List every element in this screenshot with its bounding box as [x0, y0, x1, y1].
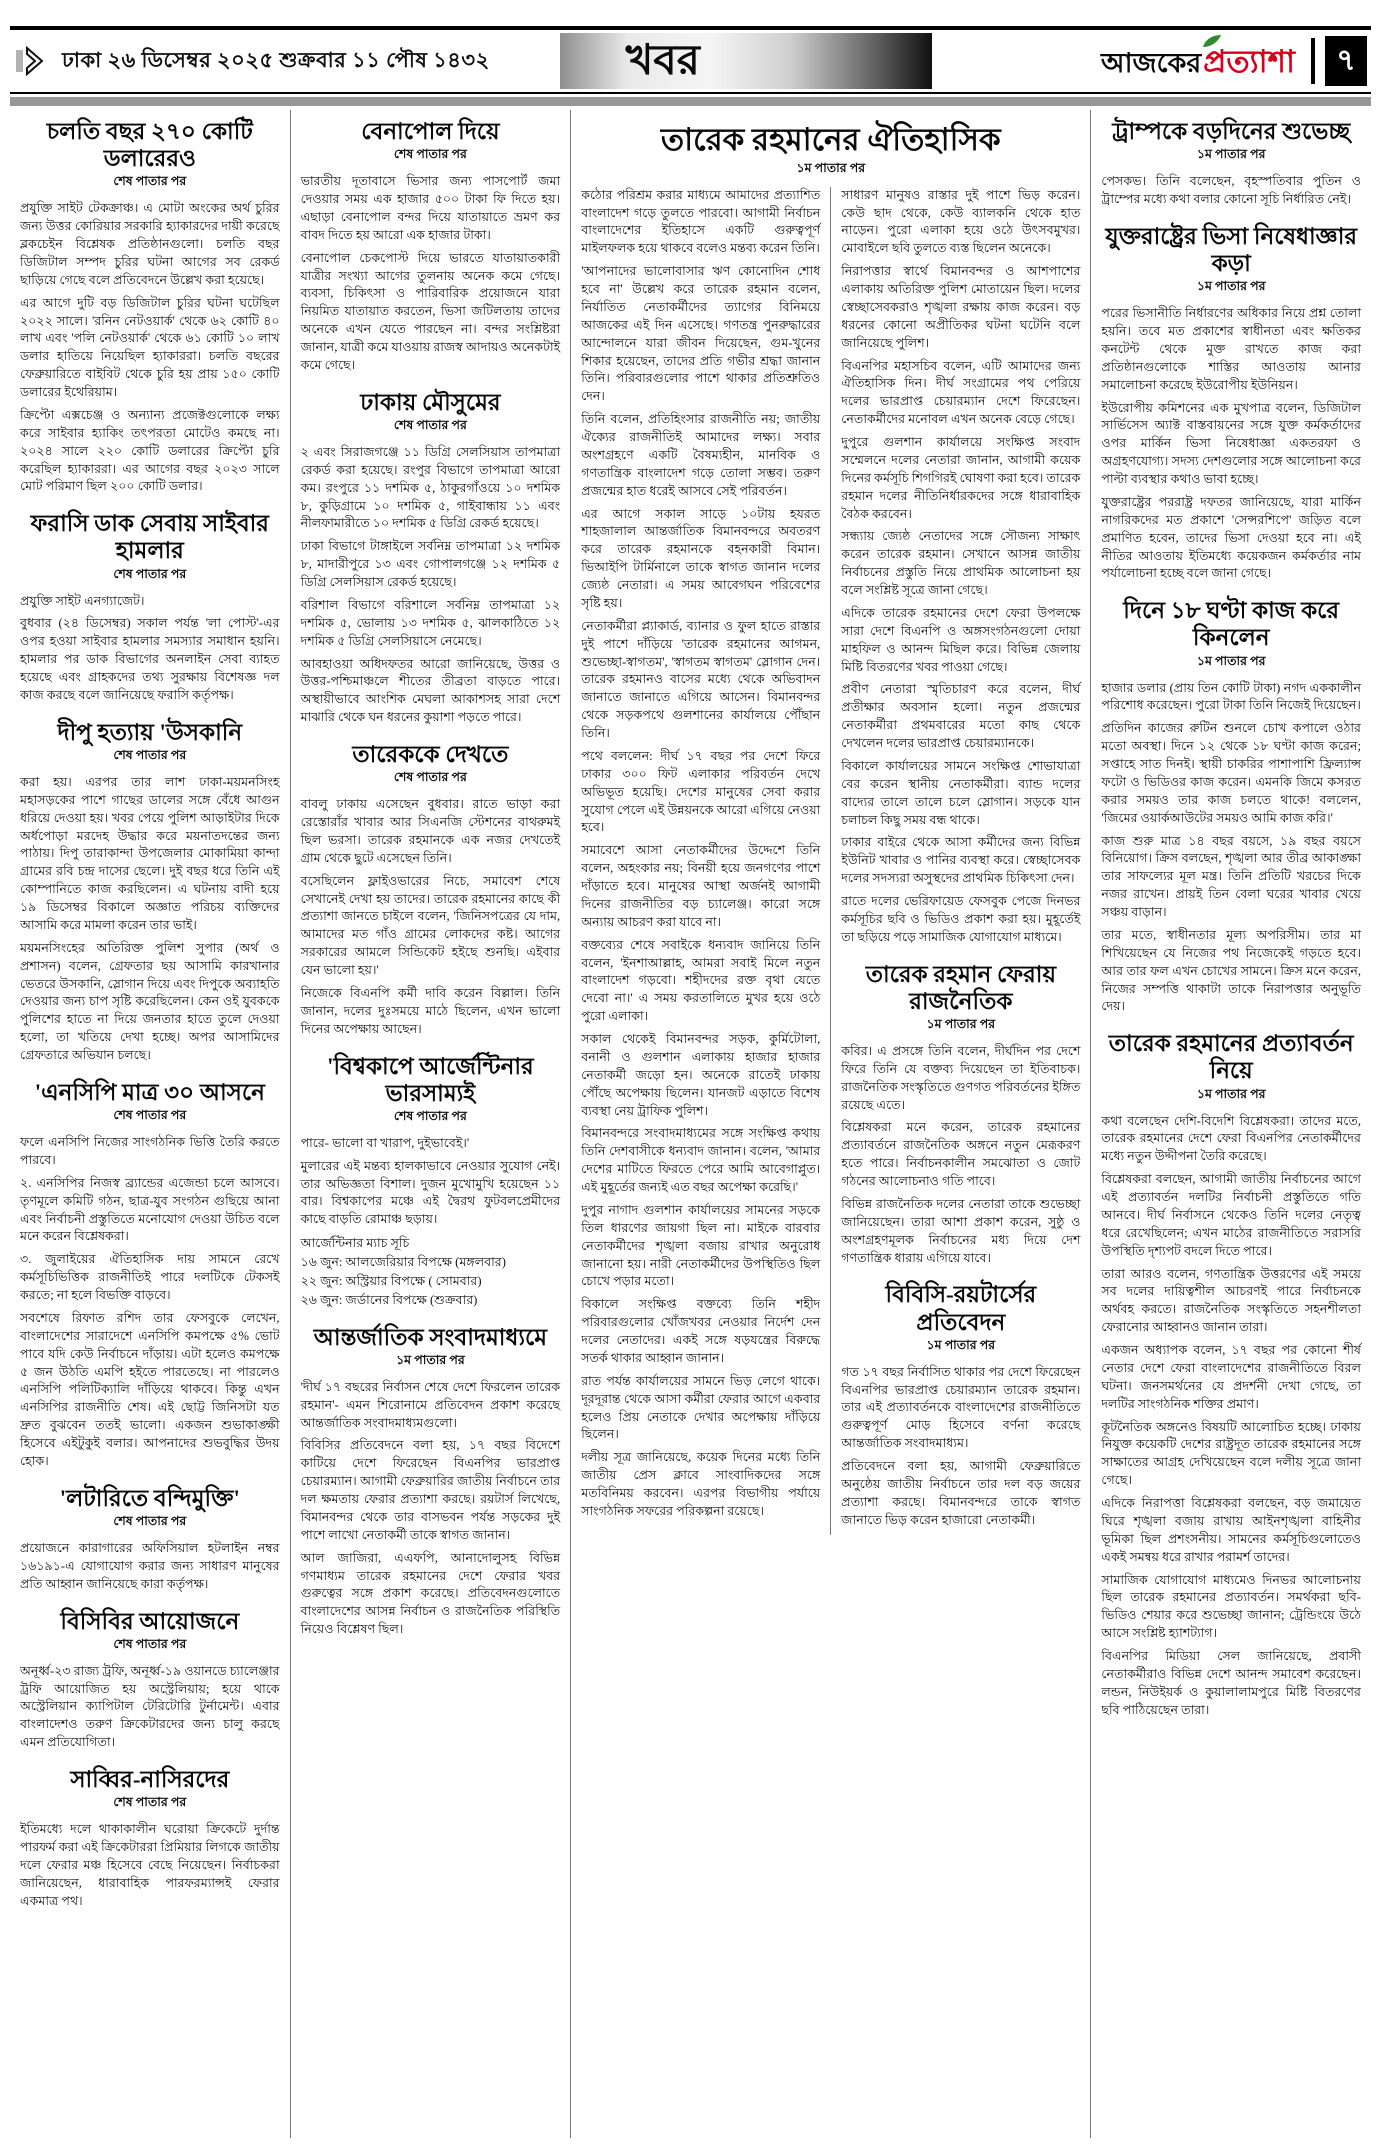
article-paragraph: ৩. জুলাইয়ের ঐতিহাসিক দায় সামনে রেখে কর্মসূচিভিত্তিক রাজনীতিই পারে দলটিকে টেকসই করতে; না হলে বিভক্তি বাড়বে। [20, 1252, 280, 1302]
column-1 [10, 110, 290, 2138]
article-headline: ট্রাম্পকে বড়দিনের শুভেচ্ছ [1112, 119, 1351, 144]
article-paragraph: নিজেকে বিএনপি কর্মী দাবি করেন বিল্লাল। তিনি জানান, দলের দুঃসময়ে মাঠে ছিলেন, এখন ভালো দিনের অপেক্ষায় আছেন। [300, 985, 561, 1036]
article-paragraph: ভারতীয় দূতাবাসে ভিসার জন্য পাসপোর্ট জমা দেওয়ার সময় এক হাজার ৫০০ টাকা ফি দিতে হয়। এছাড়া বেনাপোল বন্দর দিয়ে যাতায়াতে ভ্রমণ কর বাবদ দিতে হয় আরো এক হাজার টাকা। [300, 174, 561, 242]
article-kicker: শেষ পাতার পর [393, 770, 467, 785]
article-paragraph: হাজার ডলার (প্রায় তিন কোটি টাকা) নগদ এককালীন পরিশোধ করেছেন। পুরো টাকা তিনি নিজেই দিয়েছেন। [1101, 680, 1361, 713]
article-paragraph: দলীয় সূত্র জানিয়েছে, কয়েক দিনের মধ্যে তিনি জাতীয় প্রেস ক্লাবে সাংবাদিকদের সঙ্গে মতবিনিময় করবেন। এরপর বিভাগীয় পর্যায়ে সাংগঠনিক সফরের পরিকল্পনা রয়েছে। [581, 1450, 821, 1518]
section-title: খবর [625, 38, 700, 84]
article [1101, 1030, 1361, 1719]
column-5 [1090, 110, 1371, 2138]
header-gray-band [10, 97, 1371, 106]
page-number: ৭ [1325, 36, 1367, 86]
article-paragraph: যুক্তরাষ্ট্রের পররাষ্ট্র দফতর জানিয়েছে, যারা মার্কিন নাগরিকদের মত প্রকাশে 'সেন্সরশিপে' জড়িত বলে প্রমাণিত হবেন, তাদের ভিসা দেওয়া হবে না। এই নীতির আওতায় ইতিমধ্যে কয়েকজন কর্মকর্তার নাম পর্যালোচনা হচ্ছে বলে জানা গেছে। [1101, 494, 1361, 581]
article [20, 1079, 280, 1471]
date-line: ঢাকা ২৬ ডিসেম্বর ২০২৫ শুক্রবার ১১ পৌষ ১৪৩২ [62, 47, 490, 72]
article-headline: দীপু হত্যায় 'উসকানি [57, 719, 243, 745]
logo-divider [1311, 38, 1315, 84]
article-paragraph: ফলে এনসিপি নিজের সাংগঠনিক ভিত্তি তৈরি করতে পারবে। [20, 1135, 280, 1167]
article-headline: আন্তর্জাতিক সংবাদমাধ্যমে [313, 1324, 548, 1350]
chevron-right-icon [14, 44, 48, 78]
article-paragraph: ক্রিপ্টো এক্সচেঞ্জ ও অন্যান্য প্রজেক্টগুলোকে লক্ষ্য করে সাইবার হ্যাকিং তৎপরতা মোটেও কমছে না। ২০২৪ সালে ২২০ কোটি ডলারের ক্রিপ্টো চুরি করেছিল হ্যাকাররা। এর আগের বছর ২০২৩ সালে মোট পরিমাণ ছিল ২০০ কোটি ডলার। [20, 407, 280, 494]
article [1101, 597, 1361, 1016]
article-paragraph: আবহাওয়া অধিদফতর আরো জানিয়েছে, উত্তর ও উত্তর-পশ্চিমাঞ্চলে শীতের তীব্রতা বাড়তে পারে। অস্থায়ীভাবে আংশিক মেঘলা আকাশসহ সারা দেশে মাঝারি থেকে ঘন ধরনের কুয়াশা পড়তে পারে। [300, 656, 561, 725]
article-headline: তারেক রহমানের প্রত্যাবর্তন নিয়ে [1108, 1031, 1354, 1084]
article [301, 741, 561, 1039]
article-headline: ফরাসি ডাক সেবায় সাইবার হামলার [30, 511, 269, 564]
match-schedule-item: ২২ জুন: অস্ট্রিয়ার বিপক্ষে ( সোমবার) [300, 1273, 482, 1288]
article-paragraph: বসেছিলেন ফ্লাইওভারের নিচে, সমাবেশ শেষে সেখানেই দেখা হয় তাদের। তারেক রহমানের কাছে কী প্রত্যাশা জানতে চাইলে বলেন, 'জিনিসপত্রের যে দাম, আমাদের মত গাঁও গ্রামের লোকদের কষ্ট। আগের সরকারের আমলে সিন্ডিকেট হইছে শুনছি। এইবার যেন ভালো হয়।' [300, 873, 561, 977]
article-paragraph: সমাবেশে আসা নেতাকর্মীদের উদ্দেশে তিনি বলেন, অহংকার নয়; বিনয়ী হয়ে জনগণের পাশে দাঁড়াতে হবে। মানুষের আস্থা অর্জনই আগামী দিনের রাজনীতির বড় চ্যালেঞ্জ। কারো সঙ্গে অন্যায় আচরণ করা যাবে না। [581, 843, 821, 929]
article [1101, 118, 1361, 209]
article [301, 1324, 561, 1639]
article-kicker: ১ম পাতার পর [1196, 147, 1266, 162]
article-paragraph: পথে বললেন: দীর্ঘ ১৭ বছর পর দেশে ফিরে ঢাকার ৩০০ ফিট এলাকার পরিবর্তন দেখে অভিভূত হয়েছি। দেশের মানুষের সেবা করার সুযোগ পেলে এই উন্নয়নকে আরো এগিয়ে নেওয়া হবে। [581, 748, 821, 835]
article-headline: ঢাকায় মৌসুমের [360, 389, 501, 415]
article-paragraph: ঢাকার বাইরে থেকে আসা কর্মীদের জন্য বিভিন্ন ইউনিট খাবার ও পানির ব্যবস্থা করে। স্বেচ্ছাসেবক দলের সদস্যরা অসুস্থদের প্রাথমিক চিকিৎসা দেন। [841, 835, 1081, 886]
article-paragraph: এর আগে সকাল সাড়ে ১০টায় হযরত শাহজালাল আন্তর্জাতিক বিমানবন্দরে অবতরণ করে তারেক রহমানকে বহনকারী বিমান। ভিআইপি টার্মিনালে তাকে স্বাগত জানান দলের জ্যেষ্ঠ নেতারা। এ সময় আবেগঘন পরিবেশের সৃষ্টি হয়। [581, 506, 821, 610]
article-headline: চলতি বছর ২৭০ কোটি ডলারেরও [46, 119, 253, 172]
article-headline: 'এনসিপি মাত্র ৩০ আসনে [34, 1079, 265, 1105]
article-kicker: শেষ পাতার পর [393, 147, 467, 162]
article-paragraph: করা হয়। এরপর তার লাশ ঢাকা-ময়মনসিংহ মহাসড়কের পাশে গাছের ডালের সঙ্গে বেঁধে আগুন ধরিয়ে দেওয়া হয়। খবর পেয়ে পুলিশ আড়াইটার দিকে অর্ধপোড়া মরদেহ উদ্ধার করে ময়নাতদন্তের জন্য পাঠায়। দিপু তারাকান্দা উপজেলার মোকামিয়া কান্দা গ্রামের রবি চন্দ্র দাসের ছেলে। দুই বছর ধরে তিনি এই কোম্পানিতে কাজ করছিলেন। এ ঘটনায় বাদী হয়ে ১৯ ডিসেম্বর বিকালে অজ্ঞাত পরিচয় ব্যক্তিদের আসামি করে মামলা করেন তার ভাই। [20, 774, 280, 932]
article-paragraph: নিরাপত্তার স্বার্থে বিমানবন্দর ও আশপাশের এলাকায় অতিরিক্ত পুলিশ মোতায়েন ছিল। দলের স্বেচ্ছাসেবকরাও শৃঙ্খলা রক্ষায় কাজ করেন। বড় ধরনের কোনো অপ্রীতিকর ঘটনা ঘটেনি বলে জানিয়েছে পুলিশ। [841, 264, 1081, 350]
article-kicker: শেষ পাতার পর [113, 566, 187, 581]
article-paragraph: বক্তব্যের শেষে সবাইকে ধন্যবাদ জানিয়ে তিনি বলেন, 'ইনশাআল্লাহ, আমরা সবাই মিলে নতুন বাংলাদেশ গড়বো। শহীদদের রক্ত বৃথা যেতে দেবো না।' এ সময় করতালিতে মুখর হয়ে ওঠে পুরো এলাকা। [581, 937, 821, 1024]
article-headline: 'লটারিতে বন্দিমুক্তি' [59, 1485, 240, 1511]
article-paragraph: প্রযুক্তি সাইট টেকক্রাঞ্চ। এ মোটা অংকের অর্থ চুরির জন্য উত্তর কোরিয়ার সরকারি হ্যাকারদের দায়ী করেছে ব্লকচেইন বিশ্লেষক প্রতিষ্ঠানগুলো। চলতি বছর ডিজিটাল সম্পদ চুরির ঘটনা আগের সব রেকর্ড ছাড়িয়ে গেছে বলে প্রতিবেদনে উল্লেখ করা হয়েছে। [20, 201, 280, 287]
article-paragraph: প্রযুক্তি সাইট এনগ্যাজেট। [20, 593, 145, 608]
masthead [0, 30, 1381, 92]
article-paragraph: ঢাকা বিভাগে টাঙ্গাইলে সর্বনিম্ন তাপমাত্রা ১২ দশমিক ৮, মাদারীপুরে ১৩ এবং গোপালগঞ্জে ১২ দশমিক ৫ ডিগ্রি সেলসিয়াস রেকর্ড হয়েছে। [300, 539, 561, 589]
match-schedule-title: আর্জেন্টিনার ম্যাচ সূচি [300, 1236, 410, 1251]
article-headline: তারেক রহমান ফেরায় রাজনৈতিক [865, 961, 1057, 1014]
section-banner [560, 33, 932, 89]
article-paragraph: কথা বলেছেন দেশি-বিদেশি বিশ্লেষকরা। তাদের মতে, তারেক রহমানের দেশে ফেরা বিএনপির নেতাকর্মীদের মধ্যে নতুন উদ্দীপনা তৈরি করেছে। [1101, 1113, 1361, 1164]
article-paragraph: সাধারণ মানুষও রাস্তার দুই পাশে ভিড় করেন। কেউ ছাদ থেকে, কেউ ব্যালকনি থেকে হাত নাড়েন। পুরো এলাকা হয়ে ওঠে উৎসবমুখর। মোবাইলে ছবি তুলতে ব্যস্ত ছিলেন অনেকে। [841, 187, 1081, 256]
article-kicker: ১ম পাতার পর [1196, 653, 1266, 668]
masthead-right [1101, 36, 1367, 86]
article [20, 1766, 280, 1911]
article-paragraph: সামাজিক যোগাযোগ মাধ্যমেও দিনভর আলোচনায় ছিল তারেক রহমানের প্রত্যাবর্তন। সমর্থকরা ছবি-ভিডিও শেয়ার করে শুভেচ্ছা জানান; ট্রেন্ডিংয়ে উঠে আসে সংশ্লিষ্ট হ্যাশট্যাগ। [1101, 1572, 1361, 1641]
logo-text-red: প্রত্যাশা [1203, 43, 1295, 79]
article-paragraph: সন্ধ্যায় জ্যেষ্ঠ নেতাদের সঙ্গে সৌজন্য সাক্ষাৎ করেন তারেক রহমান। সেখানে আসন্ন জাতীয় নির্বাচনের প্রস্তুতি নিয়ে প্রাথমিক আলোচনা হয় বলে সংশ্লিষ্ট সূত্রে জানা গেছে। [841, 529, 1081, 598]
article-paragraph: দুপুরে গুলশান কার্যালয়ে সংক্ষিপ্ত সংবাদ সম্মেলনে দলের নেতারা জানান, আগামী কয়েক দিনের কর্মসূচি শিগগিরই ঘোষণা করা হবে। তারেক রহমান দলের নীতিনির্ধারকদের সঙ্গে ধারাবাহিক বৈঠক করবেন। [841, 435, 1081, 521]
column-4 [830, 187, 1090, 1535]
article-headline: বিবিসি-রয়টার্সের প্রতিবেদন [885, 1282, 1037, 1335]
article-paragraph: মুলারের এই মন্তব্য হালকাভাবে নেওয়ার সুযোগ নেই। তার অভিজ্ঞতা বিশাল। দুজন মুখোমুখি হয়েছেন ১১ বার। বিশ্বকাপের মঞ্চে এই দ্বৈরথ ফুটবলপ্রেমীদের কাছে বাড়তি রোমাঞ্চ ছড়ায়। [300, 1158, 561, 1227]
article-paragraph: তার মতে, স্বাধীনতার মূল্য অপরিসীম। তার মা শিখিয়েছেন যে নিজের পথ নিজেকেই গড়তে হবে। আর তার ফল এখন চোখের সামনে। ক্রিস মনে করেন, নিজের সম্পত্তি থাকাটা তাকে নিরাপত্তার অনুভূতি দেয়। [1101, 927, 1361, 1014]
article-kicker: শেষ পাতার পর [113, 1636, 187, 1651]
article-paragraph: 'আপনাদের ভালোবাসার ঋণ কোনোদিন শোধ হবে না' উল্লেখ করে তারেক রহমান বলেন, নির্যাতিত নেতাকর্মীদের ত্যাগের বিনিময়ে আজকের এই দিন এসেছে। গণতন্ত্র পুনরুদ্ধারের আন্দোলনে যারা জীবন দিয়েছেন, গুম-খুনের শিকার হয়েছেন, তাদের প্রতি গভীর শ্রদ্ধা জানান তিনি। পরিবারগুলোর পাশে থাকার প্রতিশ্রুতিও দেন। [581, 264, 821, 404]
newspaper-logo [1101, 43, 1295, 79]
article-headline: দিনে ১৮ ঘণ্টা কাজ করে কিনলেন [1123, 598, 1340, 651]
leaf-icon [1202, 34, 1222, 48]
article-paragraph: বাবলু ঢাকায় এসেছেন বুধবার। রাতে ভাড়া করা রেস্তোরাঁর খাবার আর সিএনজি স্টেশনের বাথরুমই ছিল ভরসা। তারেক রহমানকে এক নজর দেখতেই গ্রাম থেকে ছুটে এসেছেন তিনি। [300, 797, 561, 865]
logo-text-black: আজকের [1101, 47, 1202, 78]
article-paragraph: অনূর্ধ্ব-২৩ রাজ্য ট্রফি, অনূর্ধ্ব-১৯ ওয়ানডে চ্যালেঞ্জার ট্রফি আয়োজিত হয় অস্ট্রেলিয়ায়; হয়ে থাকে অস্ট্রেলিয়ান ক্যাপিটাল টেরিটোরি টুর্নামেন্ট। এবার বাংলাদেশও তরুণ ক্রিকেটারদের জন্য চালু করছে এমন প্রতিযোগিতা। [20, 1663, 280, 1750]
article-paragraph: নেতাকর্মীরা প্ল্যাকার্ড, ব্যানার ও ফুল হাতে রাস্তার দুই পাশে দাঁড়িয়ে 'তারেক রহমানের আগমন, শুভেচ্ছা-স্বাগতম', 'স্বাগতম স্বাগতম' স্লোগান দেন। তারেক রহমানও বাসের মধ্যে থেকে অভিবাদন জানাতে জানাতে এগিয়ে আসেন। বিমানবন্দর থেকে সড়কপথে গুলশানের কার্যালয়ে পৌঁছান তিনি। [581, 618, 821, 741]
article-kicker: শেষ পাতার পর [113, 174, 187, 189]
article [301, 1053, 561, 1310]
header-bottom-rule [10, 92, 1371, 94]
article-paragraph: এদিকে নিরাপত্তা বিশ্লেষকরা বলছেন, বড় জমায়েত ঘিরে শৃঙ্খলা বজায় রাখায় আইনশৃঙ্খলা বাহিনীর ভূমিকা ছিল প্রশংসনীয়। সামনের কর্মসূচিগুলোতেও একই সমন্বয় ধরে রাখার পরামর্শ তাদের। [1101, 1496, 1361, 1564]
article-paragraph: গত ১৭ বছর নির্বাসিত থাকার পর দেশে ফিরেছেন বিএনপির ভারপ্রাপ্ত চেয়ারম্যান তারেক রহমান। তার এই প্রত্যাবর্তনকে বাংলাদেশের রাজনীতিতে গুরুত্বপূর্ণ মোড় হিসেবে বর্ণনা করেছে আন্তর্জাতিক সংবাদমাধ্যম। [841, 1364, 1081, 1451]
article-headline: বিসিবির আয়োজনে [60, 1608, 240, 1634]
article-paragraph: বিমানবন্দরে সংবাদমাধ্যমের সঙ্গে সংক্ষিপ্ত কথায় তিনি দেশবাসীকে ধন্যবাদ জানান। বলেন, 'আমার দেশের মাটিতে ফিরতে পেরে আমি আবেগাপ্লুত। এই মুহূর্তের জন্যই এত বছর অপেক্ষা করেছি।' [581, 1126, 821, 1195]
article-paragraph: বিএনপির মহাসচিব বলেন, এটি আমাদের জন্য ঐতিহাসিক দিন। দীর্ঘ সংগ্রামের পথ পেরিয়ে দলের ভারপ্রাপ্ত চেয়ারম্যান দেশে ফিরেছেন। নেতাকর্মীদের মনোবল এখন অনেক বেড়ে গেছে। [841, 358, 1081, 427]
article-paragraph: আল জাজিরা, এএফপি, আনাদোলুসহ বিভিন্ন গণমাধ্যম তারেক রহমানের দেশে ফেরার খবর গুরুত্বের সঙ্গে প্রকাশ করেছে। প্রতিবেদনগুলোতে বাংলাদেশের আসন্ন নির্বাচন ও রাজনৈতিক পরিস্থিতি নিয়েও বিশ্লেষণ ছিল। [300, 1550, 561, 1637]
article [841, 1281, 1080, 1529]
article-headline: 'বিশ্বকাপে আর্জেন্টিনার ভারসাম্যই [327, 1053, 534, 1106]
article-kicker: শেষ পাতার পর [393, 417, 467, 432]
article-paragraph: বেনাপোল চেকপোস্ট দিয়ে ভারতে যাতায়াতকারী যাত্রীর সংখ্যা আগের তুলনায় অনেক কমে গেছে। ব্যবসা, চিকিৎসা ও পারিবারিক প্রয়োজনে যারা নিয়মিত যাতায়াত করতেন, ভিসা জটিলতায় তাদের অনেকে এখন যেতে পারছেন না। বন্দর সংশ্লিষ্টরা জানান, যাত্রী কমে যাওয়ায় রাজস্ব আদায়ও অনেকটাই কমে গেছে। [300, 250, 561, 372]
article [20, 118, 280, 496]
article-paragraph: বিকালে কার্যালয়ের সামনে সংক্ষিপ্ত শোভাযাত্রা বের করেন স্থানীয় নেতাকর্মীরা। ব্যান্ড দলের বাদ্যের তালে তালে চলে স্লোগান। সড়কে যান চলাচল কিছু সময় বন্ধ থাকে। [841, 758, 1081, 827]
article-headline: যুক্তরাষ্ট্রের ভিসা নিষেধাজ্ঞার কড়া [1105, 223, 1358, 276]
article [20, 510, 280, 705]
article-paragraph: এর আগে দুটি বড় ডিজিটাল চুরির ঘটনা ঘটেছিল ২০২২ সালে। 'রনিন নেটওয়ার্ক' থেকে ৬২ কোটি ৪০ লাখ এবং 'পলি নেটওয়ার্ক' থেকে ৬১ কোটি ১০ লাখ ডলার হাতিয়ে নিয়েছিল হ্যাকাররা। চলতি বছরের ফেব্রুয়ারিতে বাইবিট থেকে চুরি হয় প্রায় ১৫০ কোটি ডলারের ইথেরিয়াম। [20, 295, 280, 399]
article-kicker: ১ম পাতার পর [396, 1352, 465, 1367]
match-schedule-item: ১৬ জুন: আলজেরিয়ার বিপক্ষে (মঙ্গলবার) [300, 1255, 506, 1270]
article-kicker: ১ম পাতার পর [1196, 1086, 1266, 1101]
article-paragraph: তারা আরও বলেন, গণতান্ত্রিক উত্তরণের এই সময়ে সব দলের দায়িত্বশীল আচরণই পারে নির্বাচনকে অর্থবহ করতে। রাজনৈতিক সংস্কৃতিতে সহনশীলতা ফেরানোর আহ্বানও জানান তারা। [1101, 1266, 1361, 1335]
article-paragraph: কঠোর পরিশ্রম করার মাধ্যমে আমাদের প্রত্যাশিত বাংলাদেশ গড়ে তুলতে পারবো। আগামী নির্বাচন বাংলাদেশের ইতিহাসে একটি গুরুত্বপূর্ণ মাইলফলক হয়ে থাকবে বলেও মন্তব্য করেন তিনি। [581, 187, 821, 256]
article-paragraph: কবির। এ প্রসঙ্গে তিনি বলেন, দীর্ঘদিন পর দেশে ফিরে তিনি যে বক্তব্য দিয়েছেন তা ইতিবাচক। রাজনৈতিক সংস্কৃতিতে গুণগত পরিবর্তনের ইঙ্গিত রয়েছে এতে। [841, 1043, 1081, 1112]
article-paragraph: প্রতিবেদনে বলা হয়, আগামী ফেব্রুয়ারিতে অনুষ্ঠেয় জাতীয় নির্বাচনে তার দল বড় জয়ের প্রত্যাশা করছে। বিমানবন্দরে তাকে স্বাগত জানাতে ভিড় করেন হাজারো নেতাকর্মী। [841, 1459, 1081, 1527]
article [1101, 223, 1361, 583]
article-paragraph: বুধবার (২৪ ডিসেম্বর) সকাল পর্যন্ত 'লা পোস্ট'-এর ওপর হওয়া সাইবার হামলার সমস্যার সমাধান হয়নি। হামলার পর ডাক বিভাগের অনলাইন সেবা ব্যাহত হয়েছে এবং গ্রাহকদের তথ্য সুরক্ষায় বিশেষজ্ঞ দল কাজ করছে বলে জানিয়েছে ফরাসি কর্তৃপক্ষ। [20, 616, 280, 702]
article [20, 1485, 280, 1594]
article-paragraph: প্রতিদিন কাজের রুটিন শুনলে চোখ কপালে ওঠার মতো অবস্থা। দিনে ১২ থেকে ১৮ ঘণ্টা কাজ করেন; সপ্তাহে সাত দিনই। স্থায়ী চাকরির পাশাপাশি ফ্রিল্যান্স ফটো ও ভিডিওর কাজ করেন। এমনকি জিমে কসরত করার সময়ও তার কাজ চলতে থাকে! বললেন, 'জিমের ওয়ার্কআউটের সময়ও আমি কাজ করি।' [1101, 721, 1361, 825]
article-paragraph: সকাল থেকেই বিমানবন্দর সড়ক, কুর্মিটোলা, বনানী ও গুলশান এলাকায় হাজার হাজার নেতাকর্মী জড়ো হন। অনেকে রাতেই ঢাকায় পৌঁছে অপেক্ষায় ছিলেন। যানজট এড়াতে বিশেষ ব্যবস্থা নেয় ট্রাফিক পুলিশ। [581, 1032, 821, 1118]
article-headline: বেনাপোল দিয়ে [361, 119, 500, 144]
article-headline: সাব্বির-নাসিরদের [70, 1767, 230, 1792]
article-kicker: ১ম পাতার পর [796, 160, 866, 175]
article-paragraph: ২. এনসিপির নিজস্ব ব্র্যান্ডের এজেন্ডা চলে আসবে। তৃণমূলে কমিটি গঠন, ছাত্র-যুব সংগঠন গুছিয়ে আনা এবং নির্বাচনী প্রস্তুতিতে মনোযোগ দেওয়া উচিত বলে মনে করেন বিশ্লেষকরা। [20, 1175, 280, 1244]
article-kicker: শেষ পাতার পর [113, 747, 187, 762]
article-paragraph: বিশ্লেষকরা বলছেন, আগামী জাতীয় নির্বাচনের আগে এই প্রত্যাবর্তন দলটির নির্বাচনী প্রস্তুতিতে গতি আনবে। দীর্ঘ নির্বাসনে থেকেও তিনি দলের নেতৃত্ব ধরে রেখেছিলেন; এখন মাঠের রাজনীতিতে সরাসরি উপস্থিতি দৃশ্যপট বদলে দিতে পারে। [1101, 1172, 1361, 1258]
article-paragraph: রাতে দলের ভেরিফায়েড ফেসবুক পেজে দিনভর কর্মসূচির ছবি ও ভিডিও প্রকাশ করা হয়। মুহূর্তেই তা ছড়িয়ে পড়ে সামাজিক যোগাযোগ মাধ্যমে। [841, 894, 1081, 944]
article-paragraph: প্রয়োজনে কারাগারের অফিসিয়াল হটলাইন নম্বর ১৬১৯১-এ যোগাযোগ করার জন্য সাধারণ মানুষের প্রতি আহ্বান জানিয়েছে কারা কর্তৃপক্ষ। [20, 1540, 280, 1591]
article-continuation [841, 187, 1080, 947]
article-paragraph: পরের ভিসানীতি নির্ধারণের অধিকার নিয়ে প্রশ্ন তোলা হয়নি। তবে মত প্রকাশের স্বাধীনতা এবং ক্ষতিকর কনটেন্ট থেকে মুক্ত রাখতে কাজ করা প্রতিষ্ঠানগুলোকে শাস্তির আওতায় আনার সমালোচনা করেছে ইউরোপীয় ইউনিয়ন। [1101, 306, 1361, 392]
middle-subcolumns [571, 187, 1090, 1535]
article [301, 118, 561, 375]
article-kicker: শেষ পাতার পর [393, 1108, 467, 1123]
article-kicker: ১ম পাতার পর [1196, 279, 1266, 294]
article-paragraph: ইউরোপীয় কমিশনের এক মুখপাত্র বলেন, ডিজিটাল সার্ভিসেস অ্যাক্ট বাস্তবায়নের সঙ্গে যুক্ত কর্মকর্তাদের ওপর মার্কিন ভিসা নিষেধাজ্ঞা একতরফা ও অগ্রহণযোগ্য। সদস্য দেশগুলোর সঙ্গে আলোচনা করে পাল্টা ব্যবস্থার কথাও ভাবা হচ্ছে। [1101, 400, 1361, 486]
columns-area [10, 110, 1371, 2138]
column-2 [290, 110, 571, 2138]
article-paragraph: সবশেষে রিফাত রশিদ তার ফেসবুকে লেখেন, বাংলাদেশের সারাদেশে এনসিপি কমপক্ষে ৫% ভোট পাবে যদি কেউ নির্বাচনে দাঁড়ায়। এটা হলেও কমপক্ষে ৫ জন উঠতি এমপি হইতে পারতেছে। না পারলেও এনসিপি পলিটিক্যালি দাঁড়িয়ে থাকবে। কিন্তু এখন এনসিপির রাজনীতি শেষ। এই ছোট্ট জিনিসটা যত দ্রুত বুঝবেন ততই ভালো। একজন শুভাকাঙ্ক্ষী হিসেবে এইটুকুই বলার। আপনাদের শুভবুদ্ধির উদয় হোক। [20, 1310, 280, 1468]
article-kicker: শেষ পাতার পর [113, 1513, 187, 1528]
match-schedule-item: ২৬ জুন: জর্ডানের বিপক্ষে (শুক্রবার) [300, 1292, 478, 1307]
article-kicker: শেষ পাতার পর [113, 1795, 187, 1810]
article-paragraph: ইতিমধ্যে দলে থাকাকালীন ঘরোয়া ক্রিকেটে দুর্দান্ত পারফর্ম করা এই ক্রিকেটাররা প্রিমিয়ার লিগকে জাতীয় দলে ফেরার মঞ্চ হিসেবে বেছে নিয়েছেন। নির্বাচকরা জানিয়েছেন, ধারাবাহিক পারফরম্যান্সই ফেরার একমাত্র পথ। [20, 1822, 280, 1908]
article-paragraph: তিনি বলেন, প্রতিহিংসার রাজনীতি নয়; জাতীয় ঐক্যের রাজনীতিই আমাদের লক্ষ্য। সবার অংশগ্রহণে একটি বৈষম্যহীন, মানবিক ও গণতান্ত্রিক বাংলাদেশ গড়ে তোলা সম্ভব। তরুণ প্রজন্মের হাত ধরেই আসবে সেই পরিবর্তন। [581, 412, 821, 498]
article-paragraph: একজন অধ্যাপক বলেন, ১৭ বছর পর কোনো শীর্ষ নেতার দেশে ফেরা বাংলাদেশের রাজনীতিতে বিরল ঘটনা। জনসমর্থনের যে প্রদর্শনী দেখা গেছে, তা দলটির সাংগঠনিক শক্তির প্রমাণ। [1101, 1343, 1361, 1411]
article-paragraph: ময়মনসিংহের অতিরিক্ত পুলিশ সুপার (অর্থ ও প্রশাসন) বলেন, গ্রেফতার ছয় আসামি কারখানার ভেতরে উসকানি, স্লোগান দিয়ে এবং দিপুকে অব্যাহতি দেওয়ার জন্য চাপ সৃষ্টি করেছিলেন। কেন ওই যুবককে পুলিশের হাতে না দিয়ে জনতার হাতে তুলে দেওয়া হলো, তা খতিয়ে দেখা হচ্ছে। অপর আসামিদের গ্রেফতারে অভিযান চলছে। [20, 940, 280, 1062]
article-paragraph: বিভিন্ন রাজনৈতিক দলের নেতারা তাকে শুভেচ্ছা জানিয়েছেন। তারা আশা প্রকাশ করেন, সুষ্ঠু ও অংশগ্রহণমূলক নির্বাচনের মধ্য দিয়ে দেশ গণতান্ত্রিক ধারায় এগিয়ে যাবে। [841, 1196, 1081, 1265]
article-paragraph: বিকালে সংক্ষিপ্ত বক্তব্যে তিনি শহীদ পরিবারগুলোর খোঁজখবর নেওয়ার নির্দেশ দেন দলের নেতাদের। একই সঙ্গে ষড়যন্ত্রের বিরুদ্ধে সতর্ক থাকার আহ্বান জানান। [581, 1297, 821, 1365]
article-headline: তারেককে দেখতে [352, 742, 509, 767]
article-paragraph: দুপুর নাগাদ গুলশান কার্যালয়ের সামনের সড়কে তিল ধারণের জায়গা ছিল না। মাইকে বারবার নেতাকর্মীদের শৃঙ্খলা বজায় রাখার অনুরোধ জানানো হয়। নারী নেতাকর্মীদের উপস্থিতিও ছিল চোখে পড়ার মতো। [581, 1202, 821, 1289]
article-paragraph: পেসকভ। তিনি বলেছেন, বৃহস্পতিবার পুতিন ও ট্রাম্পের মধ্যে কথা বলার কোনো সূচি নির্ধারিত নেই। [1101, 174, 1361, 206]
article-paragraph: বরিশাল বিভাগে বরিশালে সর্বনিম্ন তাপমাত্রা ১২ দশমিক ৫, ভোলায় ১৩ দশমিক ৫, ঝালকাঠিতে ১২ দশমিক ৫ ডিগ্রি সেলসিয়াসে নেমেছে। [300, 597, 561, 648]
article [841, 961, 1080, 1268]
article-paragraph: কূটনৈতিক অঙ্গনেও বিষয়টি আলোচিত হচ্ছে। ঢাকায় নিযুক্ত কয়েকটি দেশের রাষ্ট্রদূত তারেক রহমানের সঙ্গে সাক্ষাতের আগ্রহ দেখিয়েছেন বলে দলীয় সূত্রে জানা গেছে। [1101, 1419, 1361, 1488]
article-paragraph: 'দীর্ঘ ১৭ বছরের নির্বাসন শেষে দেশে ফিরলেন তারেক রহমান'- এমন শিরোনামে প্রতিবেদন প্রকাশ করেছে আন্তর্জাতিক সংবাদমাধ্যমগুলো। [300, 1379, 561, 1430]
article [20, 1608, 280, 1753]
article-paragraph: রাত পর্যন্ত কার্যালয়ের সামনে ভিড় লেগে থাকে। দূরদূরান্ত থেকে আসা কর্মীরা ফেরার আগে একবার হলেও প্রিয় নেতাকে দেখার অপেক্ষায় দাঁড়িয়ে ছিলেন। [581, 1373, 821, 1442]
article-kicker: ১ম পাতার পর [926, 1337, 996, 1352]
column-3 [571, 187, 830, 1535]
article [301, 389, 561, 727]
article-paragraph: এদিকে তারেক রহমানের দেশে ফেরা উপলক্ষে সারা দেশে বিএনপি ও অঙ্গসংগঠনগুলো দোয়া মাহফিল ও আনন্দ মিছিল করে। বিভিন্ন জেলায় মিষ্টি বিতরণের খবর পাওয়া গেছে। [841, 605, 1081, 674]
article-paragraph: বিশ্লেষকরা মনে করেন, তারেক রহমানের প্রত্যাবর্তনে রাজনৈতিক অঙ্গনে নতুন মেরূকরণ হতে পারে। নির্বাচনকালীন সমঝোতা ও জোট গঠনের আলোচনাও গতি পাবে। [841, 1120, 1081, 1189]
article-headline: তারেক রহমানের ঐতিহাসিক [660, 122, 1001, 157]
article [20, 719, 280, 1065]
article-kicker: ১ম পাতার পর [926, 1016, 996, 1031]
article-paragraph: বিবিসির প্রতিবেদনে বলা হয়, ১৭ বছর বিদেশে কাটিয়ে দেশে ফিরেছেন বিএনপির ভারপ্রাপ্ত চেয়ারম্যান। আগামী ফেব্রুয়ারির জাতীয় নির্বাচনে তার দল ক্ষমতায় ফেরার প্রত্যাশা করছে। রয়টার্স লিখেছে, বিমানবন্দর থেকে তার বাসভবন পর্যন্ত সড়কের দুই পাশে লাখো নেতাকর্মী তাকে স্বাগত জানান। [300, 1438, 561, 1542]
article-paragraph: ২ এবং সিরাজগঞ্জে ১১ ডিগ্রি সেলসিয়াস তাপমাত্রা রেকর্ড করা হয়েছে। রংপুর বিভাগে তাপমাত্রা আরো কম। রংপুরে ১১ দশমিক ৫, ঠাকুরগাঁওয়ে ১০ দশমিক ৮, কুড়িগ্রামে ১০ দশমিক ৫, গাইবান্ধায় ১১ এবং নীলফামারীতে ১০ দশমিক ৫ ডিগ্রি রেকর্ড হয়েছে। [300, 444, 561, 531]
article-paragraph: কাজ শুরু মাত্র ১৪ বছর বয়সে, ১৯ বছর বয়সে বিনিয়োগ। ক্রিস বলছেন, শৃঙ্খলা আর তীব্র আকাঙ্ক্ষা তার সাফল্যের মূল মন্ত্র। তিনি প্রতিটি খরচের দিকে নজর রাখেন। প্রায়ই তিন বেলা ঘরের খাবার খেয়ে সঞ্চয় বাড়ান। [1101, 833, 1361, 919]
column-middle [570, 110, 1090, 2138]
article-paragraph: প্রবীণ নেতারা স্মৃতিচারণ করে বলেন, দীর্ঘ প্রতীক্ষার অবসান হলো। নতুন প্রজন্মের নেতাকর্মীরা প্রথমবারের মতো কাছ থেকে দেখলেন দলের ভারপ্রাপ্ত চেয়ারম্যানকে। [841, 682, 1081, 751]
article-paragraph: বিএনপির মিডিয়া সেল জানিয়েছে, প্রবাসী নেতাকর্মীরাও বিভিন্ন দেশে আনন্দ সমাবেশ করেছেন। লন্ডন, নিউইয়র্ক ও কুয়ালালামপুরে মিষ্টি বিতরণের ছবি পাঠিয়েছেন তারা। [1101, 1649, 1361, 1717]
article-kicker: শেষ পাতার পর [113, 1108, 187, 1122]
article-paragraph: পারে- ভালো বা খারাপ, দুইভাবেই।' [300, 1135, 470, 1150]
